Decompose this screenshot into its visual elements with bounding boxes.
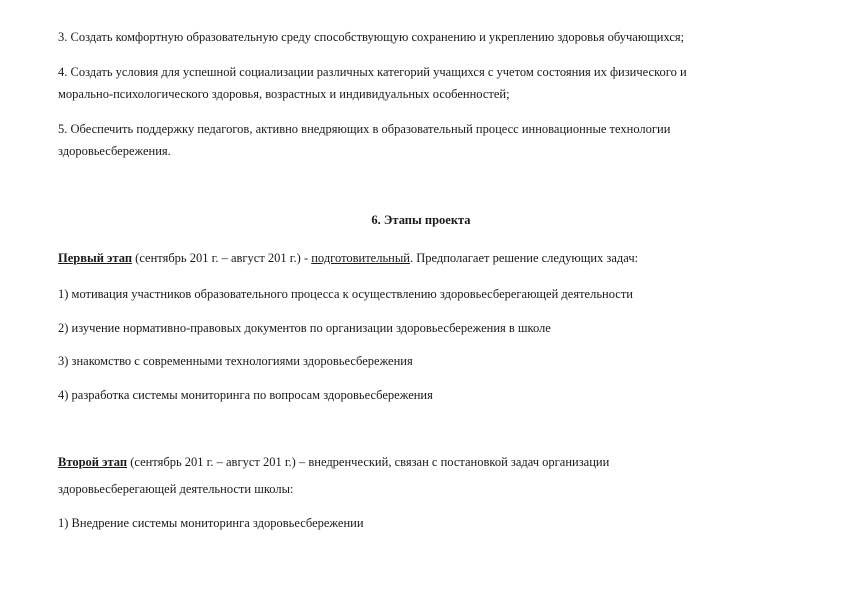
stage1-name: Первый этап [58, 251, 133, 265]
stage2-task-1: 1) Внедрение системы мониторинга здоровьесбережении [58, 516, 364, 530]
stage1-tail: . Предполагает решение следующих задач: [409, 251, 639, 265]
goal-item-5-line1: 5. Обеспечить поддержку педагогов, активно внедряющих в образовательный процесс инновационные технологии [58, 122, 671, 136]
stage1-task-1: 1) мотивация участников образовательного процесса к осуществлению здоровьесберегающей деятельности [58, 287, 633, 301]
stage1-period: (сентябрь 201 г. – август 201 г.) - [132, 251, 312, 265]
stage2-name: Второй этап [58, 455, 128, 469]
stage1-task-3: 3) знакомство с современными технологиями здоровьесбережения [58, 354, 413, 368]
stage1-task-2: 2) изучение нормативно-правовых документов по организации здоровьесбережения в школе [58, 321, 551, 335]
section-heading: 6. Этапы проекта [371, 213, 471, 227]
stage1-intro [58, 250, 788, 266]
goal-item-5-line2: здоровьесбережения. [58, 144, 171, 158]
stage2-line2: здоровьесберегающей деятельности школы: [58, 482, 294, 496]
goal-item-3: 3. Создать комфортную образовательную среду способствующую сохранению и укреплению здоровья обучающихся; [58, 30, 685, 44]
goal-item-4-line1: 4. Создать условия для успешной социализации различных категорий учащихся с учетом состояния их физического и [58, 65, 687, 79]
goal-item-4-line2: морально-психологического здоровья, возрастных и индивидуальных особенностей; [58, 87, 510, 101]
stage2-intro [58, 454, 788, 470]
stage1-task-4: 4) разработка системы мониторинга по вопросам здоровьесбережения [58, 388, 433, 402]
stage1-type: подготовительный [311, 251, 410, 265]
stage2-period: (сентябрь 201 г. – август 201 г.) – внедренческий, связан с постановкой задач организации [127, 455, 610, 469]
